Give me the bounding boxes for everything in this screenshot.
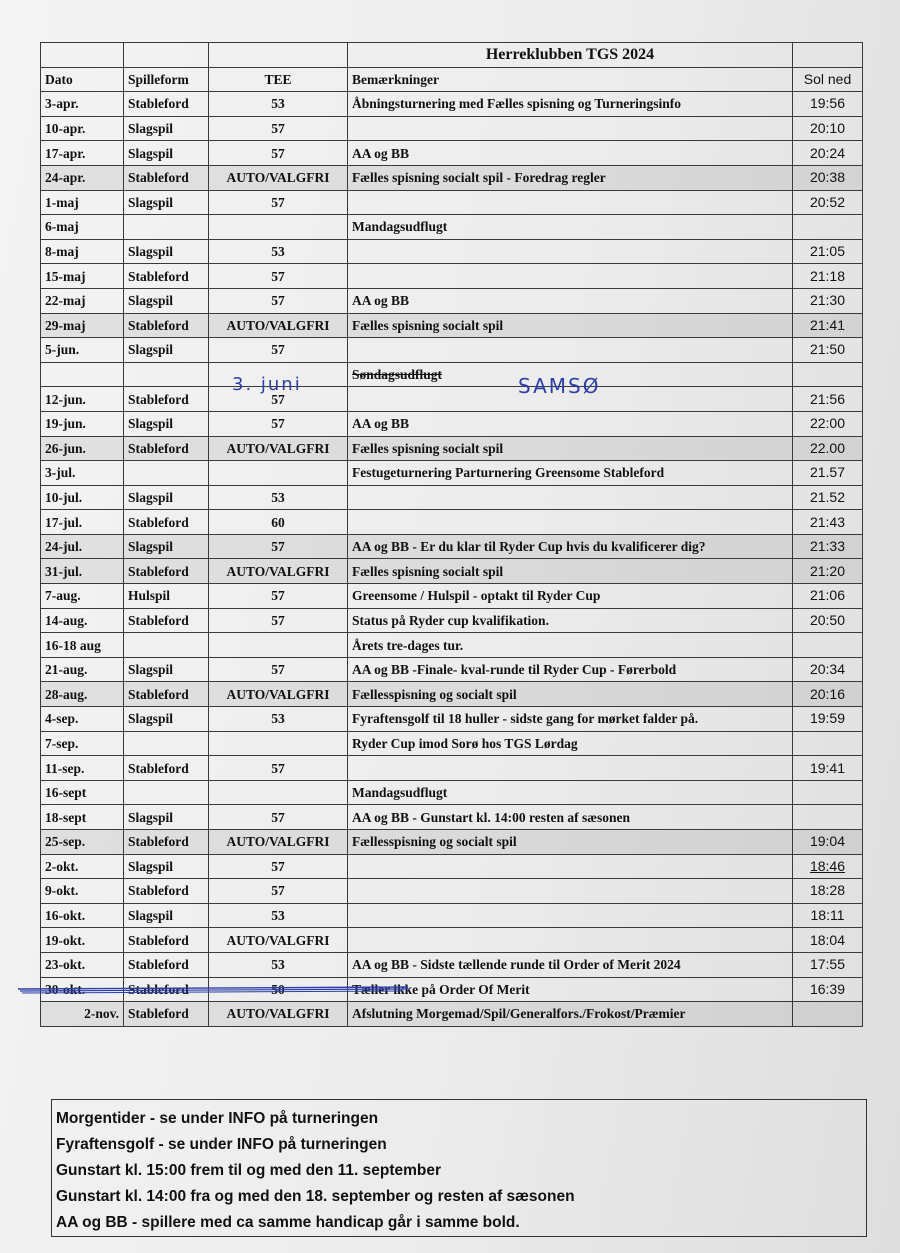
table-row: [41, 830, 863, 855]
cell-dato: 17-jul.: [41, 510, 124, 535]
cell-spilleform: Stableford: [124, 510, 209, 535]
cell-bemaerkning: Ryder Cup imod Sorø hos TGS Lørdag: [348, 731, 793, 756]
cell-solned: 21:05: [793, 239, 863, 264]
table-row: [41, 338, 863, 363]
cell-spilleform: Stableford: [124, 264, 209, 289]
cell-dato: 8-maj: [41, 239, 124, 264]
cell-solned: [793, 362, 863, 387]
cell-bemaerkning: Mandagsudflugt: [348, 215, 793, 240]
table-row: [41, 879, 863, 904]
cell-tee: AUTO/VALGFRI: [209, 928, 348, 953]
cell-tee: AUTO/VALGFRI: [209, 165, 348, 190]
cell-spilleform: Slagspil: [124, 485, 209, 510]
cell-dato: 7-sep.: [41, 731, 124, 756]
cell-solned: 21:33: [793, 534, 863, 559]
cell-tee: 53: [209, 707, 348, 732]
cell-bemaerkning: Tæller ikke på Order Of Merit: [348, 977, 793, 1002]
cell-spilleform: [124, 731, 209, 756]
cell-tee: 53: [209, 92, 348, 117]
cell-bemaerkning: Greensome / Hulspil - optakt til Ryder Cup: [348, 584, 793, 609]
cell-dato: 23-okt.: [41, 952, 124, 977]
cell-solned: 21:18: [793, 264, 863, 289]
table-row: [41, 387, 863, 412]
header-spilleform: Spilleform: [124, 67, 209, 92]
cell-bemaerkning: [348, 879, 793, 904]
cell-solned: 20:16: [793, 682, 863, 707]
cell-dato: 10-apr.: [41, 116, 124, 141]
cell-bemaerkning: [348, 485, 793, 510]
cell-solned: 20:34: [793, 657, 863, 682]
table-row: [41, 264, 863, 289]
cell-bemaerkning: [348, 190, 793, 215]
cell-bemaerkning: Festugeturnering Parturnering Greensome Stableford: [348, 461, 793, 486]
table-row: [41, 116, 863, 141]
cell-bemaerkning: [348, 264, 793, 289]
cell-spilleform: Slagspil: [124, 707, 209, 732]
cell-solned: 21:43: [793, 510, 863, 535]
cell-solned: 20:10: [793, 116, 863, 141]
cell-dato: 24-apr.: [41, 165, 124, 190]
cell-spilleform: Slagspil: [124, 805, 209, 830]
cell-dato: 12-jun.: [41, 387, 124, 412]
cell-bemaerkning: Fællesspisning og socialt spil: [348, 830, 793, 855]
cell-bemaerkning: Mandagsudflugt: [348, 780, 793, 805]
cell-spilleform: Slagspil: [124, 288, 209, 313]
table-row: [41, 92, 863, 117]
cell-spilleform: Slagspil: [124, 534, 209, 559]
cell-dato: 11-sep.: [41, 756, 124, 781]
cell-tee: 57: [209, 141, 348, 166]
cell-solned: 22:00: [793, 411, 863, 436]
table-row: [41, 584, 863, 609]
cell-tee: AUTO/VALGFRI: [209, 1002, 348, 1027]
cell-dato: 19-jun.: [41, 411, 124, 436]
table-row: [41, 510, 863, 535]
cell-dato: 18-sept: [41, 805, 124, 830]
cell-spilleform: Stableford: [124, 559, 209, 584]
cell-spilleform: Slagspil: [124, 190, 209, 215]
cell-solned: [793, 805, 863, 830]
table-row: [41, 854, 863, 879]
table-row: [41, 952, 863, 977]
cell-tee: AUTO/VALGFRI: [209, 830, 348, 855]
table-row: [41, 190, 863, 215]
info-line: AA og BB - spillere med ca samme handicap går i samme bold.: [56, 1214, 520, 1231]
cell-spilleform: [124, 633, 209, 658]
table-row: [41, 903, 863, 928]
table-row: [41, 485, 863, 510]
blue-pen-strike-mark: [18, 985, 410, 994]
cell-spilleform: Stableford: [124, 92, 209, 117]
cell-solned: 21:30: [793, 288, 863, 313]
table-row: [41, 215, 863, 240]
table-row: [41, 288, 863, 313]
cell-dato: 2-nov.: [41, 1002, 124, 1027]
cell-spilleform: Stableford: [124, 756, 209, 781]
cell-dato: 5-jun.: [41, 338, 124, 363]
cell-spilleform: Stableford: [124, 436, 209, 461]
cell-tee: 57: [209, 879, 348, 904]
cell-solned: 19:41: [793, 756, 863, 781]
schedule-table: [40, 42, 863, 1027]
cell-solned: [793, 633, 863, 658]
cell-dato: 31-jul.: [41, 559, 124, 584]
cell-bemaerkning: Fælles spisning socialt spil: [348, 559, 793, 584]
cell-bemaerkning: [348, 116, 793, 141]
cell-spilleform: Stableford: [124, 313, 209, 338]
cell-tee: 53: [209, 485, 348, 510]
table-row: [41, 682, 863, 707]
cell-spilleform: [124, 362, 209, 387]
cell-tee: [209, 215, 348, 240]
cell-bemaerkning: Fælles spisning socialt spil: [348, 313, 793, 338]
cell-dato: 7-aug.: [41, 584, 124, 609]
cell-tee: 50: [209, 977, 348, 1002]
cell-tee: 60: [209, 510, 348, 535]
cell-dato: 3-apr.: [41, 92, 124, 117]
cell-solned: 18:11: [793, 903, 863, 928]
cell-dato: 21-aug.: [41, 657, 124, 682]
cell-bemaerkning: AA og BB -Finale- kval-runde til Ryder Cup - Førerbold: [348, 657, 793, 682]
cell-dato: [41, 362, 124, 387]
cell-dato: 3-jul.: [41, 461, 124, 486]
cell-dato: 16-sept: [41, 780, 124, 805]
cell-dato: 19-okt.: [41, 928, 124, 953]
table-row: [41, 731, 863, 756]
cell-spilleform: Slagspil: [124, 239, 209, 264]
title-row: [41, 43, 863, 68]
cell-spilleform: Stableford: [124, 830, 209, 855]
cell-tee: 57: [209, 657, 348, 682]
cell-tee: [209, 731, 348, 756]
cell-tee: 57: [209, 411, 348, 436]
cell-dato: 28-aug.: [41, 682, 124, 707]
cell-solned: [793, 215, 863, 240]
cell-solned: 21.57: [793, 461, 863, 486]
cell-tee: 53: [209, 903, 348, 928]
cell-spilleform: Slagspil: [124, 411, 209, 436]
cell-bemaerkning: Åbningsturnering med Fælles spisning og Turneringsinfo: [348, 92, 793, 117]
cell-solned: 18:28: [793, 879, 863, 904]
header-dato: Dato: [41, 67, 124, 92]
cell-tee: 57: [209, 288, 348, 313]
table-row: [41, 780, 863, 805]
header-row: [41, 67, 863, 92]
cell-bemaerkning: Fælles spisning socialt spil: [348, 436, 793, 461]
cell-solned: 21:50: [793, 338, 863, 363]
cell-dato: 16-18 aug: [41, 633, 124, 658]
cell-dato: 24-jul.: [41, 534, 124, 559]
cell-bemaerkning: [348, 239, 793, 264]
cell-bemaerkning: AA og BB - Gunstart kl. 14:00 resten af sæsonen: [348, 805, 793, 830]
cell-tee: 57: [209, 756, 348, 781]
table-row: [41, 805, 863, 830]
cell-spilleform: Stableford: [124, 879, 209, 904]
cell-tee: 57: [209, 608, 348, 633]
cell-dato: 30-okt.: [41, 977, 124, 1002]
cell-dato: 10-jul.: [41, 485, 124, 510]
cell-dato: 25-sep.: [41, 830, 124, 855]
table-row: [41, 633, 863, 658]
cell-spilleform: Slagspil: [124, 141, 209, 166]
table-row: [41, 436, 863, 461]
cell-tee: 57: [209, 534, 348, 559]
cell-dato: 4-sep.: [41, 707, 124, 732]
cell-bemaerkning: AA og BB: [348, 411, 793, 436]
cell-bemaerkning: Årets tre-dages tur.: [348, 633, 793, 658]
cell-spilleform: Stableford: [124, 608, 209, 633]
table-row: [41, 756, 863, 781]
cell-solned: 20:52: [793, 190, 863, 215]
table-row: [41, 534, 863, 559]
table-row: [41, 141, 863, 166]
cell-dato: 26-jun.: [41, 436, 124, 461]
cell-bemaerkning: Fællesspisning og socialt spil: [348, 682, 793, 707]
cell-dato: 1-maj: [41, 190, 124, 215]
cell-solned: [793, 1002, 863, 1027]
cell-spilleform: Slagspil: [124, 657, 209, 682]
cell-solned: 22.00: [793, 436, 863, 461]
cell-spilleform: Stableford: [124, 1002, 209, 1027]
cell-spilleform: Stableford: [124, 165, 209, 190]
cell-spilleform: Slagspil: [124, 338, 209, 363]
cell-solned: 21:41: [793, 313, 863, 338]
cell-tee: [209, 633, 348, 658]
table-row: [41, 608, 863, 633]
cell-solned: 21:56: [793, 387, 863, 412]
handwritten-place-note: SAMSØ: [518, 374, 601, 398]
table-row: [41, 559, 863, 584]
cell-bemaerkning: [348, 510, 793, 535]
cell-bemaerkning: [348, 928, 793, 953]
cell-tee: 53: [209, 952, 348, 977]
cell-dato: 14-aug.: [41, 608, 124, 633]
cell-solned: 18:46: [793, 854, 863, 879]
cell-solned: 20:24: [793, 141, 863, 166]
info-box: [51, 1099, 867, 1237]
cell-solned: [793, 780, 863, 805]
table-row: [41, 362, 863, 387]
cell-bemaerkning: AA og BB - Sidste tællende runde til Order of Merit 2024: [348, 952, 793, 977]
cell-dato: 29-maj: [41, 313, 124, 338]
cell-tee: 57: [209, 387, 348, 412]
header-bemaerkninger: Bemærkninger: [348, 67, 793, 92]
cell-spilleform: Hulspil: [124, 584, 209, 609]
table-row: [41, 1002, 863, 1027]
cell-bemaerkning: AA og BB: [348, 141, 793, 166]
cell-spilleform: [124, 780, 209, 805]
table-row: [41, 657, 863, 682]
cell-tee: AUTO/VALGFRI: [209, 682, 348, 707]
cell-solned: 20:50: [793, 608, 863, 633]
cell-spilleform: Stableford: [124, 387, 209, 412]
table-row: [41, 928, 863, 953]
cell-solned: 21:20: [793, 559, 863, 584]
header-tee: TEE: [209, 67, 348, 92]
cell-tee: 57: [209, 338, 348, 363]
info-line: Morgentider - se under INFO på turneringen: [56, 1110, 379, 1127]
cell-bemaerkning: [348, 338, 793, 363]
cell-dato: 2-okt.: [41, 854, 124, 879]
cell-tee: 57: [209, 264, 348, 289]
cell-bemaerkning: Afslutning Morgemad/Spil/Generalfors./Frokost/Præmier: [348, 1002, 793, 1027]
cell-bemaerkning: AA og BB: [348, 288, 793, 313]
cell-tee: [209, 780, 348, 805]
cell-spilleform: Slagspil: [124, 854, 209, 879]
cell-solned: [793, 731, 863, 756]
cell-spilleform: Stableford: [124, 682, 209, 707]
cell-bemaerkning: [348, 854, 793, 879]
table-row: [41, 707, 863, 732]
cell-bemaerkning: Fyraftensgolf til 18 huller - sidste gang for mørket falder på.: [348, 707, 793, 732]
cell-solned: 21:06: [793, 584, 863, 609]
cell-solned: 18:04: [793, 928, 863, 953]
cell-bemaerkning: [348, 756, 793, 781]
cell-spilleform: Stableford: [124, 977, 209, 1002]
cell-bemaerkning: [348, 903, 793, 928]
cell-dato: 16-okt.: [41, 903, 124, 928]
cell-solned: 16:39: [793, 977, 863, 1002]
table-row: [41, 313, 863, 338]
cell-tee: AUTO/VALGFRI: [209, 313, 348, 338]
cell-solned: 19:59: [793, 707, 863, 732]
cell-tee: 57: [209, 584, 348, 609]
table-row: [41, 165, 863, 190]
cell-tee: AUTO/VALGFRI: [209, 436, 348, 461]
cell-dato: 9-okt.: [41, 879, 124, 904]
cell-spilleform: [124, 215, 209, 240]
info-line: Fyraftensgolf - se under INFO på turneringen: [56, 1136, 387, 1153]
cell-dato: 15-maj: [41, 264, 124, 289]
cell-spilleform: [124, 461, 209, 486]
schedule-title: Herreklubben TGS 2024: [348, 43, 793, 68]
cell-spilleform: Slagspil: [124, 903, 209, 928]
header-solned: Sol ned: [793, 67, 863, 92]
handwritten-date-note: 3. juni: [232, 374, 302, 395]
cell-solned: 19:56: [793, 92, 863, 117]
cell-spilleform: Stableford: [124, 928, 209, 953]
cell-tee: 57: [209, 190, 348, 215]
cell-dato: 17-apr.: [41, 141, 124, 166]
cell-solned: 19:04: [793, 830, 863, 855]
info-line: Gunstart kl. 15:00 frem til og med den 11. september: [56, 1162, 442, 1179]
cell-tee: 53: [209, 239, 348, 264]
cell-bemaerkning: AA og BB - Er du klar til Ryder Cup hvis du kvalificerer dig?: [348, 534, 793, 559]
cell-spilleform: Stableford: [124, 952, 209, 977]
cell-bemaerkning: Status på Ryder cup kvalifikation.: [348, 608, 793, 633]
cell-bemaerkning: Søndagsudflugt: [348, 362, 793, 387]
info-line: Gunstart kl. 14:00 fra og med den 18. september og resten af sæsonen: [56, 1188, 575, 1205]
cell-tee: 57: [209, 116, 348, 141]
cell-tee: 57: [209, 854, 348, 879]
cell-tee: [209, 461, 348, 486]
cell-tee: AUTO/VALGFRI: [209, 559, 348, 584]
cell-bemaerkning: Fælles spisning socialt spil - Foredrag regler: [348, 165, 793, 190]
cell-solned: 20:38: [793, 165, 863, 190]
cell-solned: 17:55: [793, 952, 863, 977]
table-row: [41, 411, 863, 436]
table-row: [41, 461, 863, 486]
cell-dato: 6-maj: [41, 215, 124, 240]
table-row: [41, 239, 863, 264]
cell-tee: 57: [209, 805, 348, 830]
cell-spilleform: Slagspil: [124, 116, 209, 141]
cell-dato: 22-maj: [41, 288, 124, 313]
cell-solned: 21.52: [793, 485, 863, 510]
